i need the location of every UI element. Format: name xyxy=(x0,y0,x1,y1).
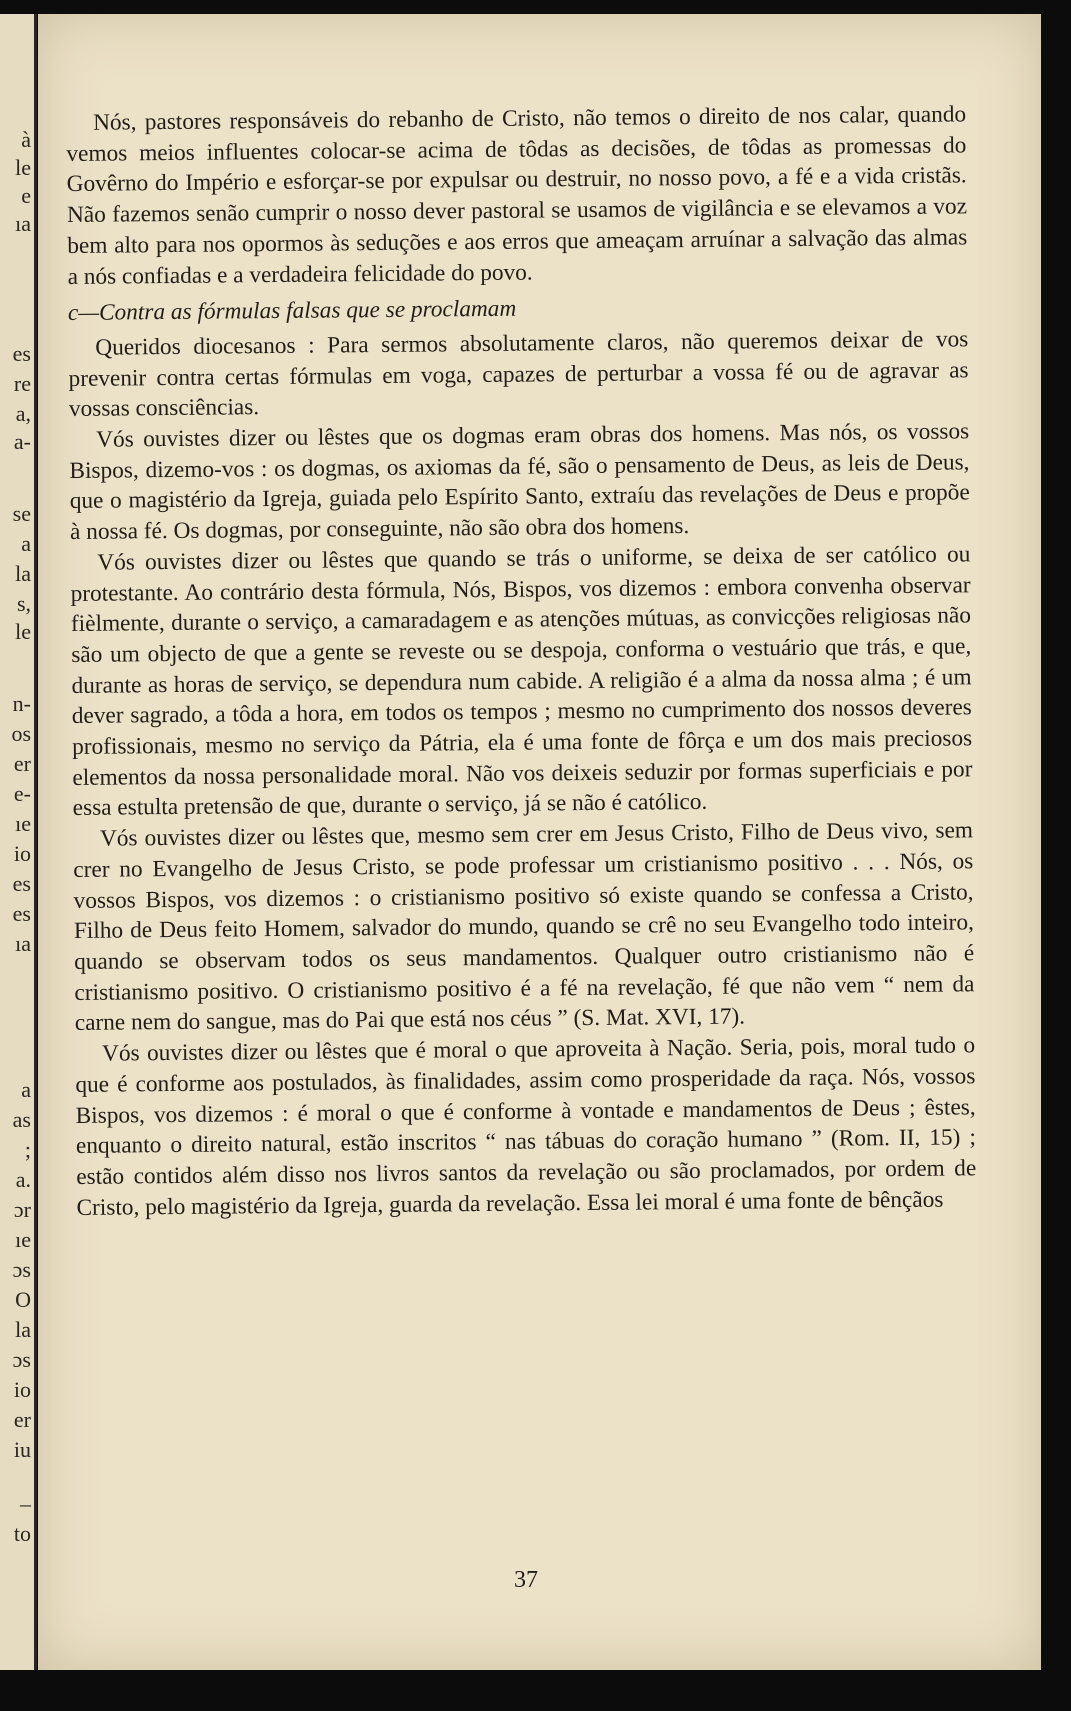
margin-fragment: la xyxy=(15,561,31,586)
margin-fragment: er xyxy=(13,1407,31,1432)
margin-fragment: os xyxy=(11,721,31,746)
margin-fragment: es xyxy=(12,871,31,896)
paragraph: Vós ouvistes dizer ou lêstes que é moral o que aproveita à Nação. Seria, pois, moral tudo o que é conforme aos postulados, às finalidades, assim como prosperidade da raça. Nós, vossos Bispos, vos dizemos : é moral o que é conforme à vontade e mandamentos de Deus ; êstes, enquanto o direito natural, estão inscritos “ nas tábuas do coração humano ” (Rom. II, 15) ; estão contidos além disso nos livros santos da revelação ou são proclamados, por ordem de Cristo, pelo magistério da Igreja, guarda da revelação. Essa lei moral é uma fonte de bênçãos xyxy=(75,1032,977,1221)
margin-fragment: la xyxy=(15,1317,31,1342)
paragraph: Nós, pastores responsáveis do rebanho de Cristo, não temos o direito de nos calar, quando vemos meios influentes colocar-se acima de tôdas as decisões, de tôdas as promessas do Govêrno do Império e esforçar-se por expulsar ou destruir, no nosso povo, a fé e a vida cristãs. Não fazemos senão cumprir o nosso dever pastoral se usamos de vigilância e se elevamos a voz bem alto para nos opormos às seduções e aos erros que ameaçam arruínar a salvação das almas a nós confiadas e a verdadeira felicidade do povo. xyxy=(66,101,968,290)
margin-fragment: ɔs xyxy=(12,1347,31,1372)
margin-fragment: es xyxy=(12,901,31,926)
margin-fragment: le xyxy=(15,155,31,180)
margin-fragment: re xyxy=(13,371,31,396)
body-text xyxy=(66,99,977,1223)
page-number: 37 xyxy=(514,1567,538,1593)
margin-fragment: ıa xyxy=(15,211,31,236)
margin-fragment: – xyxy=(20,1491,31,1516)
margin-fragment: a xyxy=(21,1077,31,1102)
margin-fragment: a. xyxy=(15,1167,31,1192)
margin-fragment: se xyxy=(12,501,31,526)
margin-fragment: ɔs xyxy=(12,1257,31,1282)
margin-fragment: e- xyxy=(13,781,31,806)
margin-fragment: ɔr xyxy=(13,1197,31,1222)
margin-fragment: e xyxy=(21,183,31,208)
margin-fragment: ıe xyxy=(15,811,31,836)
paragraph: Queridos diocesanos : Para sermos absolutamente claros, não queremos deixar de vos prevenir contra certas fórmulas em voga, capazes de perturbar a vossa fé ou de agravar as vossas consciências. xyxy=(68,326,969,423)
margin-fragment: er xyxy=(13,751,31,776)
paragraph: Vós ouvistes dizer ou lêstes que os dogmas eram obras dos homens. Mas nós, os vossos Bispos, dizemo-vos : os dogmas, os axiomas da fé, são o pensamento de Deus, as leis de Deus, que o magistério da Igreja, guiada pelo Espírito Santo, extraíu das revelações de Deus e propõe à nossa fé. Os dogmas, por conseguinte, não são obra dos homens. xyxy=(69,418,970,546)
margin-fragment: n- xyxy=(12,691,31,716)
paragraph: Vós ouvistes dizer ou lêstes que, mesmo sem crer em Jesus Cristo, Filho de Deus vivo, sem crer no Evangelho de Jesus Cristo, se pode professar um cristianismo positivo . . . Nós, os vossos Bispos, vos dizemos : o cristianismo positivo só existe quando se confessa a Cristo, Filho de Deus feito Homem, salvador do mundo, quando se crê no seu Evangelho todo inteiro, quando se observam todos os seus mandamentos. Qualquer outro cristianismo não é cristianismo positivo. O cristianismo positivo é a fé na revelação, fé que não vem “ nem da carne nem do sangue, mas do Pai que está nos céus ” (S. Mat. XVI, 17). xyxy=(73,817,975,1037)
margin-fragment: io xyxy=(13,1377,31,1402)
section-heading: c—Contra as fórmulas falsas que se proclamam xyxy=(67,295,517,327)
margin-fragment: le xyxy=(15,619,31,644)
margin-fragment: a, xyxy=(15,401,31,426)
margin-fragment: as xyxy=(12,1107,31,1132)
margin-fragment: iu xyxy=(13,1437,31,1462)
margin-fragment: ıe xyxy=(15,1227,31,1252)
book-page xyxy=(38,14,1041,1670)
margin-fragment: to xyxy=(13,1521,31,1546)
margin-fragment: a- xyxy=(13,429,31,454)
margin-fragment: es xyxy=(12,341,31,366)
paragraph: Vós ouvistes dizer ou lêstes que quando se trás o uniforme, se deixa de ser católico ou protestante. Ao contrário desta fórmula, Nós, Bispos, vos dizemos : embora convenha observar fièlmente, durante o serviço, a camaradagem e as atenções mútuas, as convicções religiosas não são um objecto de que a gente se reveste ou se despoja, conforma o vestuário que trás, e que, durante as horas de serviço, se dependura num cabide. A religião é a alma da nossa alma ; é um dever sagrado, a tôda a hora, em todos os tempos ; mesmo no cumprimento dos nossos deveres profissionais, mesmo no serviço da Pátria, ela é uma fonte de fôrça e um dos mais preciosos elementos da nossa personalidade moral. Não vos deixeis seduzir por formas superficiais e por essa estulta pretensão de que, durante o serviço, já se não é católico. xyxy=(70,541,973,822)
margin-fragment: ıa xyxy=(15,931,31,956)
margin-fragment: s, xyxy=(16,591,31,616)
margin-fragment: O xyxy=(15,1287,31,1312)
margin-fragment: ; xyxy=(24,1137,31,1162)
margin-fragment: io xyxy=(13,841,31,866)
previous-page-edge xyxy=(0,14,37,1670)
margin-fragment: a xyxy=(21,531,31,556)
margin-fragment: à xyxy=(21,127,31,152)
